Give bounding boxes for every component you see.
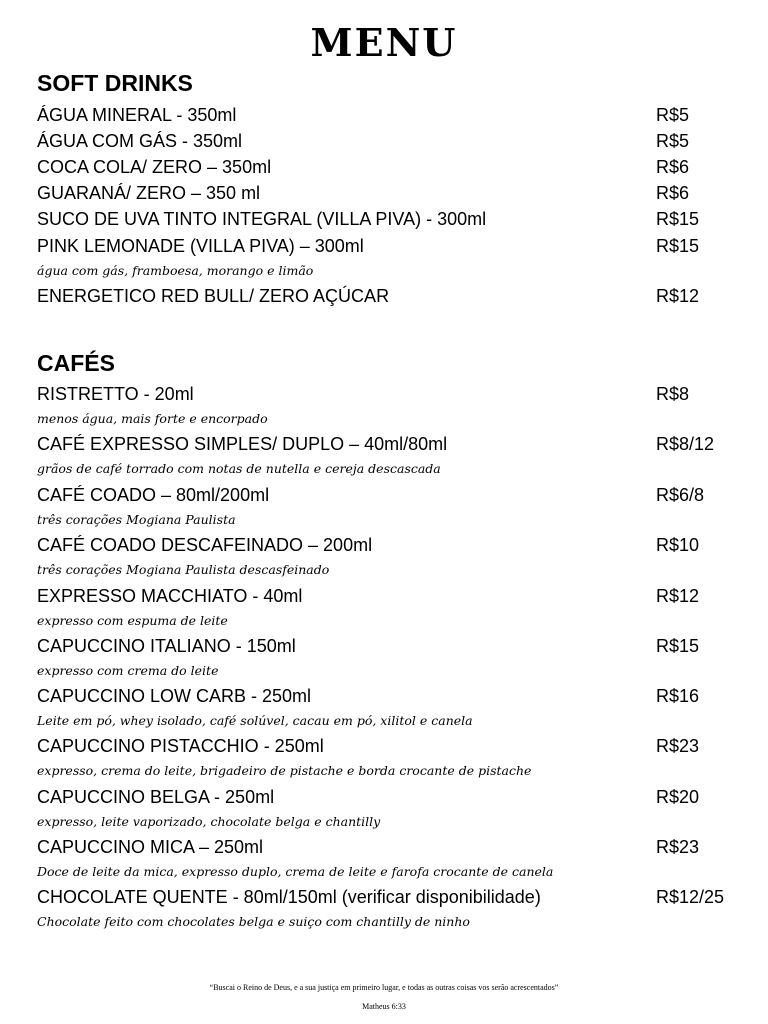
section-heading-cafes: CAFÉS [37,350,115,376]
menu-item-price: R$23 [656,736,700,756]
section-heading-soft-drinks: SOFT DRINKS [37,70,193,96]
menu-item-price: R$5 [656,131,690,151]
menu-item-price: R$6 [656,183,690,203]
menu-item-name: ÁGUA COM GÁS - 350ml [37,131,243,151]
menu-item-name: GUARANÁ/ ZERO – 350 ml [37,183,261,203]
menu-item-description: expresso com espuma de leite [37,613,228,628]
menu-item-name: PINK LEMONADE (VILLA PIVA) – 300ml [37,236,364,256]
menu-item-price: R$15 [656,209,700,229]
menu-item-description: expresso, leite vaporizado, chocolate belga e chantilly [37,814,381,829]
menu-item-price: R$8 [656,384,690,404]
menu-title: MENU [310,20,458,65]
menu-item-name: EXPRESSO MACCHIATO - 40ml [37,586,303,606]
menu-item-description: menos água, mais forte e encorpado [37,411,268,426]
menu-item-price: R$6/8 [656,485,705,505]
menu-item-name: CAFÉ COADO DESCAFEINADO – 200ml [37,535,373,555]
menu-item-price: R$8/12 [656,434,715,454]
menu-item-name: ÁGUA MINERAL - 350ml [37,105,237,125]
menu-item-price: R$23 [656,837,700,857]
menu-item-price: R$12 [656,286,700,306]
menu-item-name: CAPUCCINO PISTACCHIO - 250ml [37,736,324,756]
menu-item-name: ENERGETICO RED BULL/ ZERO AÇÚCAR [37,286,390,306]
menu-item-description: Leite em pó, whey isolado, café solúvel, cacau em pó, xilitol e canela [37,713,473,728]
menu-item-price: R$12 [656,586,700,606]
menu-item-price: R$6 [656,157,690,177]
menu-item-description: expresso, crema do leite, brigadeiro de pistache e borda crocante de pistache [37,763,532,778]
menu-item-description: três corações Mogiana Paulista [37,512,236,527]
menu-item-name: CHOCOLATE QUENTE - 80ml/150ml (verificar disponibilidade) [37,887,541,907]
menu-item-price: R$15 [656,236,700,256]
menu-item-name: CAPUCCINO MICA – 250ml [37,837,264,857]
footer-quote: “Buscai o Reino de Deus, e a sua justiça em primeiro lugar, e todas as outras coisas vos serão acrescentados” [209,983,559,992]
menu-item-name: CAPUCCINO LOW CARB - 250ml [37,686,312,706]
menu-item-price: R$20 [656,787,700,807]
menu-item-description: Chocolate feito com chocolates belga e suiço com chantilly de ninho [37,914,470,929]
menu-item-price: R$15 [656,636,700,656]
menu-item-description: água com gás, framboesa, morango e limão [37,263,314,278]
menu-item-description: grãos de café torrado com notas de nutella e cereja descascada [37,461,441,476]
menu-item-name: CAFÉ EXPRESSO SIMPLES/ DUPLO – 40ml/80ml [37,434,448,454]
menu-item-description: Doce de leite da mica, expresso duplo, crema de leite e farofa crocante de canela [37,864,554,879]
menu-item-price: R$12/25 [656,887,725,907]
menu-item-name: RISTRETTO - 20ml [37,384,194,404]
menu-item-name: CAPUCCINO ITALIANO - 150ml [37,636,296,656]
menu-item-name: COCA COLA/ ZERO – 350ml [37,157,272,177]
footer-reference: Matheus 6:33 [362,1002,406,1011]
menu-item-price: R$5 [656,105,690,125]
menu-item-name: CAPUCCINO BELGA - 250ml [37,787,275,807]
menu-item-name: CAFÉ COADO – 80ml/200ml [37,485,270,505]
menu-item-price: R$10 [656,535,700,555]
menu-item-price: R$16 [656,686,700,706]
menu-item-description: três corações Mogiana Paulista descasfeinado [37,562,330,577]
menu-item-description: expresso com crema do leite [37,663,219,678]
menu-item-name: SUCO DE UVA TINTO INTEGRAL (VILLA PIVA) - 300ml [37,209,487,229]
